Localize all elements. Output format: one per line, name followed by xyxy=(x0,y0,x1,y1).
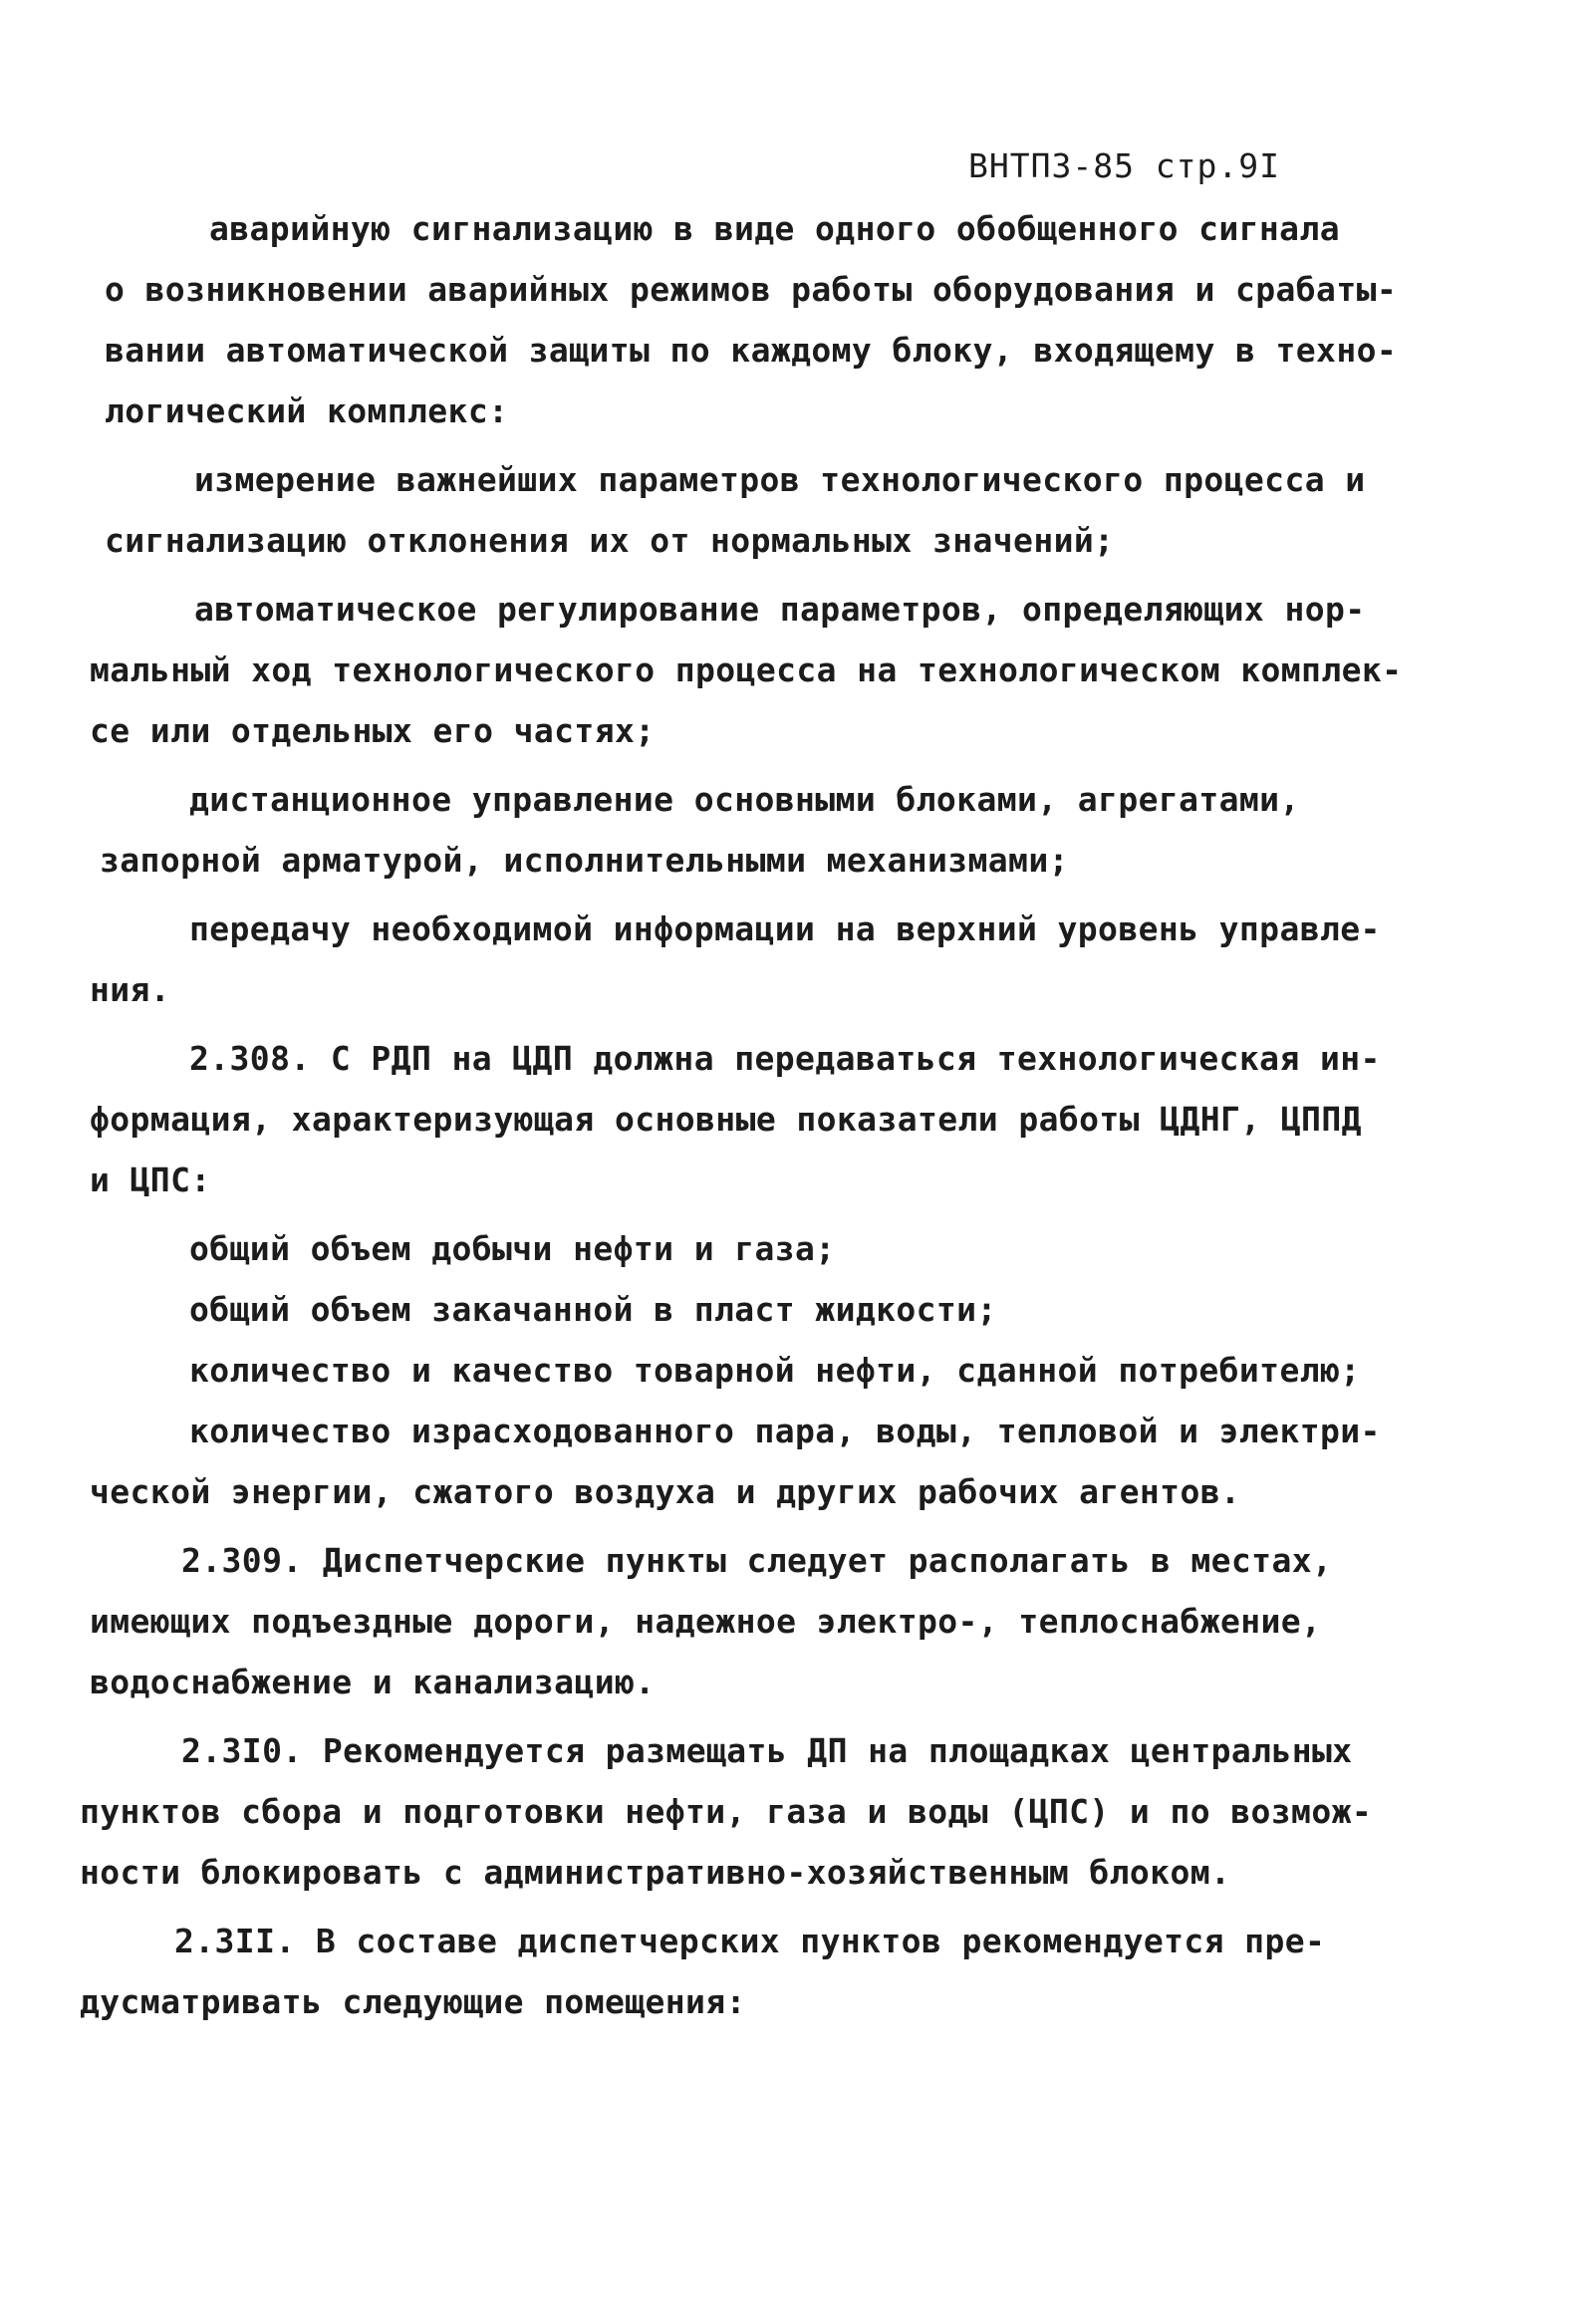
text-line: сигнализацию отклонения их от нормальных значений; xyxy=(105,521,1115,560)
text-line: общий объем добычи нефти и газа; xyxy=(189,1229,836,1268)
text-line: общий объем закачанной в пласт жидкости; xyxy=(189,1290,997,1329)
text-line: 2.3I0. Рекомендуется размещать ДП на площадках центральных xyxy=(181,1731,1353,1770)
text-line: аварийную сигнализацию в виде одного обобщенного сигнала xyxy=(209,209,1340,248)
text-line: ческой энергии, сжатого воздуха и других рабочих агентов. xyxy=(90,1472,1241,1511)
text-line: 2.308. С РДП на ЦДП должна передаваться технологическая ин- xyxy=(189,1039,1381,1078)
text-line: формация, характеризующая основные показатели работы ЦДНГ, ЦППД xyxy=(90,1100,1362,1139)
text-line: количество израсходованного пара, воды, тепловой и электри- xyxy=(189,1412,1381,1450)
text-line: вании автоматической защиты по каждому блоку, входящему в техно- xyxy=(105,331,1398,370)
text-line: се или отдельных его частях; xyxy=(90,711,656,750)
text-line: 2.3II. В составе диспетчерских пунктов рекомендуется пре- xyxy=(174,1922,1326,1960)
text-line: измерение важнейших параметров технологического процесса и xyxy=(194,460,1366,499)
text-line: и ЦПС: xyxy=(90,1161,211,1199)
text-line: ности блокировать с административно-хозяйственным блоком. xyxy=(80,1853,1231,1892)
text-line: пунктов сбора и подготовки нефти, газа и воды (ЦПС) и по возмож- xyxy=(80,1792,1373,1831)
text-line: количество и качество товарной нефти, сданной потребителю; xyxy=(189,1351,1361,1390)
text-line: дусматривать следующие помещения: xyxy=(80,1982,746,2021)
text-line: 2.309. Диспетчерские пункты следует располагать в местах, xyxy=(181,1541,1333,1580)
text-line: дистанционное управление основными блоками, агрегатами, xyxy=(189,780,1300,819)
page-header: ВНТП3-85 стр.9I xyxy=(968,146,1281,185)
text-line: мальный ход технологического процесса на технологическом комплек- xyxy=(90,650,1403,689)
text-line: о возникновении аварийных режимов работы оборудования и срабаты- xyxy=(105,270,1398,309)
text-line: водоснабжение и канализацию. xyxy=(90,1663,656,1701)
text-line: логический комплекс: xyxy=(105,391,509,430)
text-line: запорной арматурой, исполнительными механизмами; xyxy=(100,841,1069,880)
text-line: имеющих подъездные дороги, надежное электро-, теплоснабжение, xyxy=(90,1602,1322,1641)
text-line: автоматическое регулирование параметров, определяющих нор- xyxy=(194,590,1366,629)
text-line: ния. xyxy=(90,970,171,1009)
text-line: передачу необходимой информации на верхний уровень управле- xyxy=(189,909,1381,948)
